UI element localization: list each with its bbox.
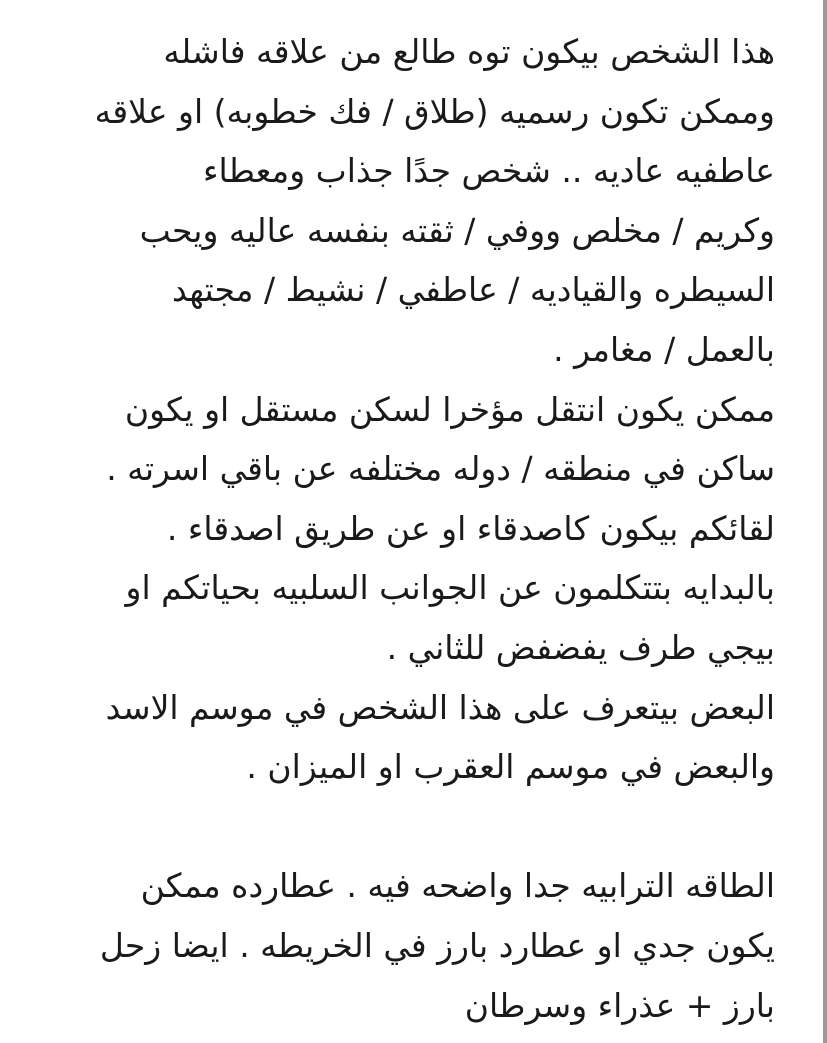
paragraph-gap	[75, 797, 775, 857]
text-line: ممكن يكون انتقل مؤخرا لسكن مستقل او يكون	[124, 389, 775, 429]
text-line: بارز + عذراء وسرطان	[464, 985, 775, 1025]
text-line: ساكن في منطقه / دوله مختلفه عن باقي اسرته .	[106, 449, 775, 489]
text-line: وممكن تكون رسميه (طلاق / فك خطوبه) او علاقه	[94, 91, 775, 131]
text-line: لقائكم بيكون كاصدقاء او عن طريق اصدقاء .	[166, 508, 775, 548]
text-line: الطاقه الترابيه جدا واضحه فيه . عطارده ممكن	[140, 866, 775, 906]
text-line: وكريم / مخلص ووفي / ثقته بنفسه عاليه ويحب	[139, 210, 775, 250]
text-line: بالبدايه بتتكلمون عن الجوانب السلبيه بحياتكم او	[125, 568, 775, 608]
text-line: البعض بيتعرف على هذا الشخص في موسم الاسد	[105, 687, 775, 727]
text-line: هذا الشخص بيكون توه طالع من علاقه فاشله	[163, 32, 775, 71]
right-border	[823, 0, 827, 1043]
text-line: عاطفيه عاديه .. شخص جدًا جذاب ومعطاء	[203, 151, 775, 191]
text-line: بالعمل / مغامر .	[553, 329, 775, 369]
document-text	[75, 22, 775, 1035]
text-line: بيجي طرف يفضفض للثاني .	[386, 627, 775, 667]
text-line: يكون جدي او عطارد بارز في الخريطه . ايضا زحل	[99, 925, 775, 965]
text-line: السيطره والقياديه / عاطفي / نشيط / مجتهد	[172, 270, 775, 310]
text-line: والبعض في موسم العقرب او الميزان .	[246, 747, 775, 787]
